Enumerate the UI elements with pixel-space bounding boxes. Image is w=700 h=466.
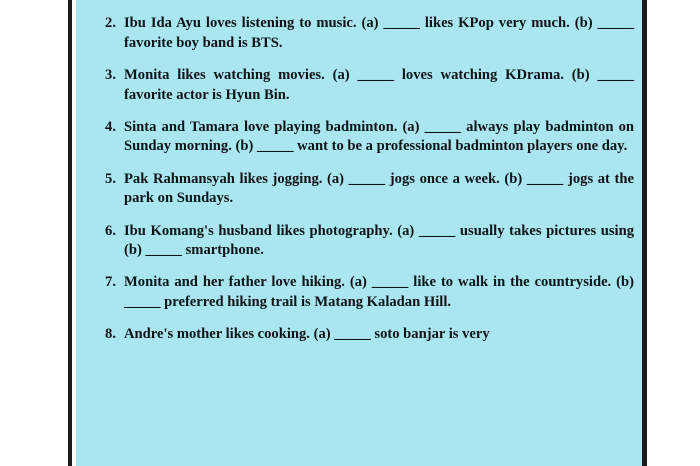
page-left-margin	[0, 0, 72, 466]
worksheet-content	[76, 0, 642, 358]
question-list	[86, 0, 634, 345]
list-item	[86, 222, 634, 261]
list-item	[86, 118, 634, 157]
question-text: Ibu Komang's husband likes photography. (a) _____ usually takes pictures using (b) _____ smartphone.	[124, 222, 634, 259]
question-number	[94, 0, 116, 1]
page-right-margin	[642, 0, 700, 466]
question-number: 5.	[105, 170, 116, 187]
list-item	[86, 273, 634, 312]
list-item	[86, 14, 634, 53]
question-number: 8.	[105, 326, 116, 343]
question-number: 4.	[105, 119, 116, 136]
question-number: 6.	[105, 222, 116, 239]
worksheet-sheet	[76, 0, 642, 466]
question-text: Andre's mother likes cooking. (a) _____ soto banjar is very	[124, 326, 490, 343]
list-item	[86, 325, 634, 344]
question-text: Sinta and Tamara love playing badminton. (a) _____ always play badminton on Sunday morning. (b) _____ want to be a professional badminton players one day.	[124, 119, 634, 155]
list-item	[86, 66, 634, 105]
question-text: Monita and her father love hiking. (a) _____ like to walk in the countryside. (b) _____ preferred hiking trail is Matang Kaladan Hill.	[124, 274, 634, 310]
list-item	[86, 0, 634, 1]
question-number: 7.	[105, 274, 116, 291]
question-text: Ibu Ida Ayu loves listening to music. (a) _____ likes KPop very much. (b) _____ favorite boy band is BTS.	[124, 15, 634, 51]
list-item	[86, 170, 634, 209]
question-text	[124, 0, 634, 1]
question-number: 2.	[105, 15, 116, 32]
question-text: Monita likes watching movies. (a) _____ loves watching KDrama. (b) _____ favorite actor is Hyun Bin.	[124, 67, 634, 103]
question-number: 3.	[105, 67, 116, 84]
question-text: Pak Rahmansyah likes jogging. (a) _____ jogs once a week. (b) _____ jogs at the park on Sundays.	[124, 170, 634, 207]
